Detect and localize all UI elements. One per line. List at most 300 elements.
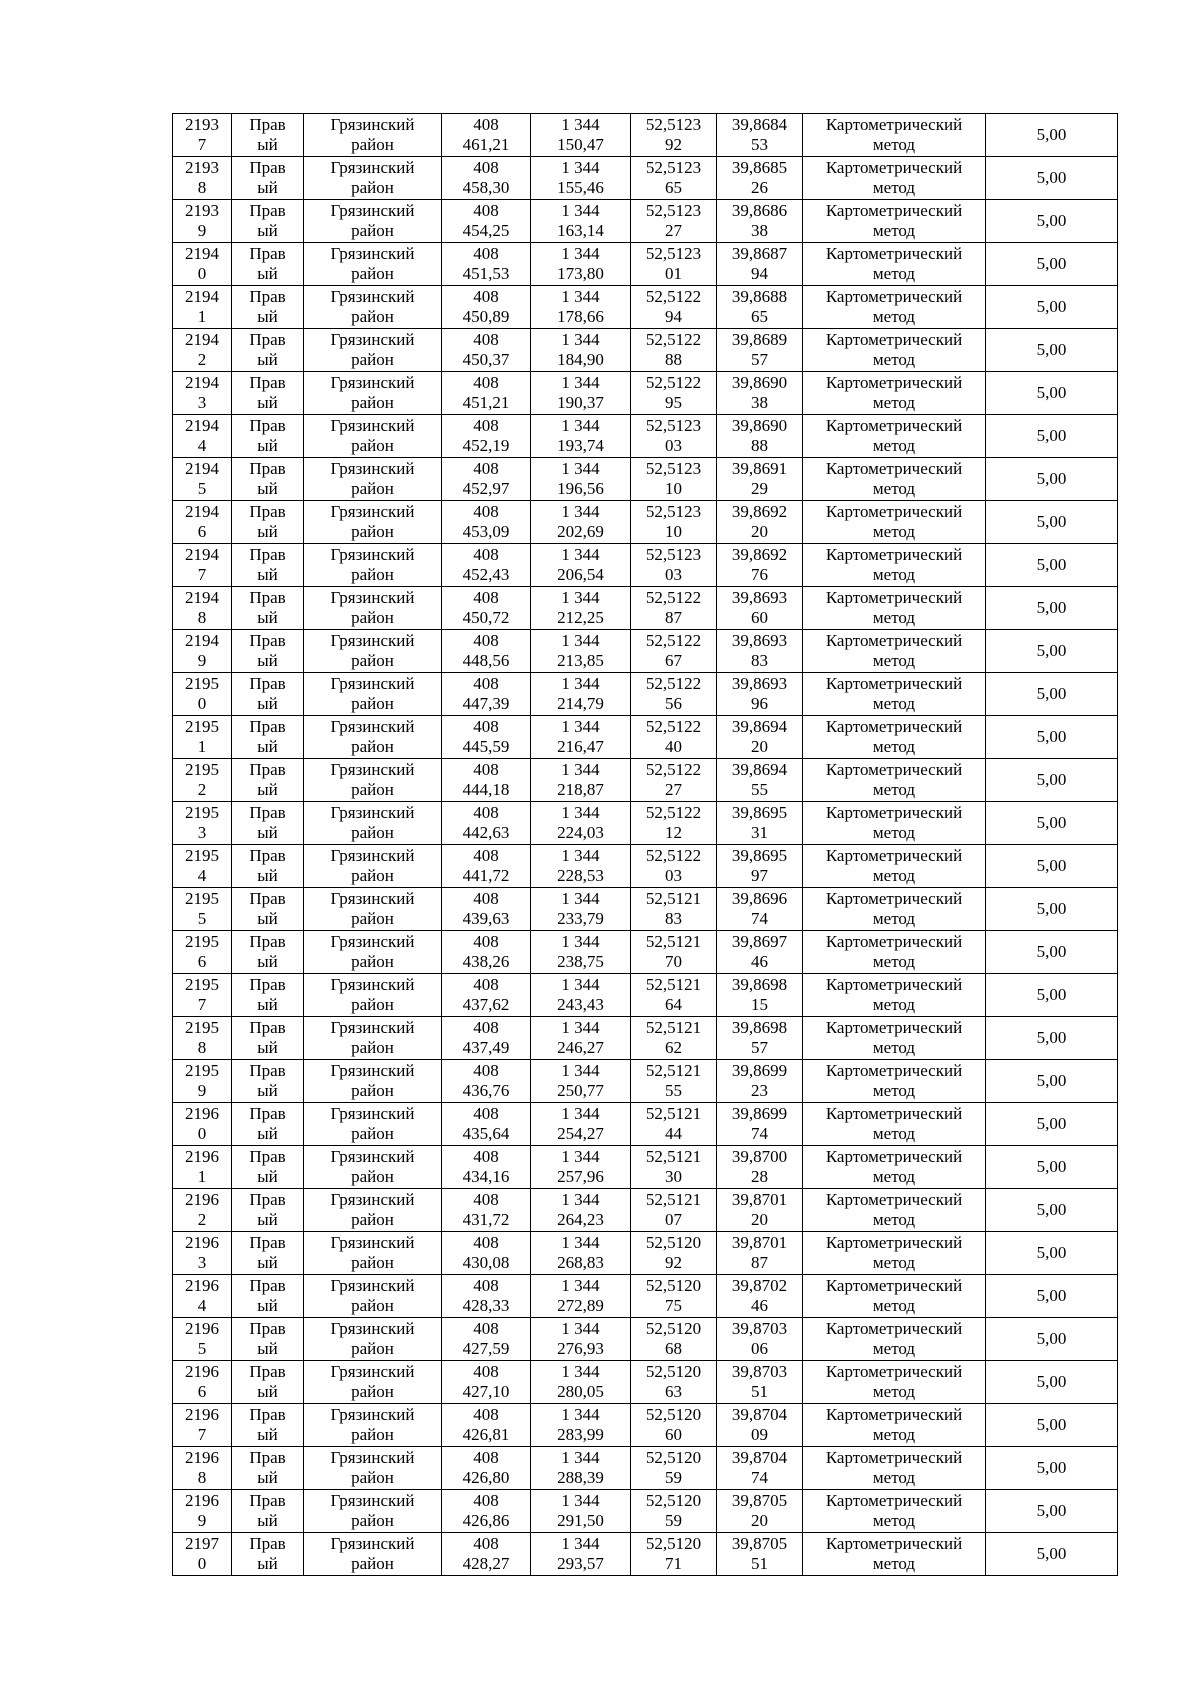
bank-side-cell: [232, 587, 304, 630]
y-coordinate-cell: [531, 888, 631, 931]
x-coordinate-cell: [442, 1017, 531, 1060]
method-cell: [803, 1060, 986, 1103]
longitude-line: 39,8693: [731, 631, 788, 650]
y-coordinate-line: 224,03: [557, 823, 604, 842]
point-number-cell: [173, 1361, 232, 1404]
latitude-line: 52,5122: [645, 588, 702, 607]
x-coordinate-cell: [442, 1189, 531, 1232]
latitude-cell: [631, 673, 717, 716]
latitude-cell: [631, 243, 717, 286]
method-line: метод: [872, 393, 916, 412]
district-line: район: [351, 264, 394, 283]
latitude-line: 52,5120: [645, 1362, 702, 1381]
accuracy-cell: 5,00: [986, 1146, 1118, 1189]
point-number-cell: [173, 1103, 232, 1146]
longitude-line: 06: [751, 1339, 768, 1358]
point-number-cell: [173, 372, 232, 415]
latitude-line: 68: [665, 1339, 682, 1358]
x-coordinate-cell: [442, 1103, 531, 1146]
table-row: [173, 888, 1118, 931]
latitude-cell: [631, 114, 717, 157]
method-line: Картометрический: [825, 459, 963, 478]
latitude-line: 59: [665, 1511, 682, 1530]
longitude-line: 20: [751, 737, 768, 756]
method-cell: [803, 415, 986, 458]
longitude-cell: [717, 157, 803, 200]
district-cell: [304, 1533, 442, 1576]
x-coordinate-cell: [442, 759, 531, 802]
accuracy-cell: 5,00: [986, 1189, 1118, 1232]
longitude-cell: [717, 716, 803, 759]
latitude-cell: [631, 1146, 717, 1189]
latitude-line: 64: [665, 995, 682, 1014]
method-cell: [803, 372, 986, 415]
bank-side-line: Прав: [249, 1018, 286, 1037]
district-line: район: [351, 995, 394, 1014]
y-coordinate-line: 246,27: [557, 1038, 604, 1057]
x-coordinate-cell: [442, 1361, 531, 1404]
method-line: метод: [872, 1038, 916, 1057]
latitude-line: 52,5123: [645, 115, 702, 134]
y-coordinate-cell: [531, 1533, 631, 1576]
bank-side-line: ый: [257, 1167, 278, 1186]
method-line: метод: [872, 995, 916, 1014]
district-cell: [304, 329, 442, 372]
longitude-line: 20: [751, 522, 768, 541]
method-line: Картометрический: [825, 1190, 963, 1209]
longitude-line: 51: [751, 1554, 768, 1573]
latitude-line: 75: [665, 1296, 682, 1315]
point-number-line: 8: [197, 608, 207, 627]
method-line: метод: [872, 479, 916, 498]
district-line: район: [351, 909, 394, 928]
district-cell: [304, 501, 442, 544]
method-cell: [803, 931, 986, 974]
method-line: Картометрический: [825, 158, 963, 177]
y-coordinate-line: 212,25: [557, 608, 604, 627]
longitude-line: 55: [751, 780, 768, 799]
longitude-line: 74: [751, 1468, 768, 1487]
y-coordinate-cell: [531, 1232, 631, 1275]
point-number-line: 2: [197, 1210, 207, 1229]
method-cell: [803, 974, 986, 1017]
district-line: район: [351, 1038, 394, 1057]
bank-side-cell: [232, 458, 304, 501]
bank-side-line: ый: [257, 522, 278, 541]
bank-side-line: ый: [257, 393, 278, 412]
latitude-cell: [631, 974, 717, 1017]
accuracy-cell: 5,00: [986, 1060, 1118, 1103]
longitude-line: 09: [751, 1425, 768, 1444]
x-coordinate-cell: [442, 716, 531, 759]
latitude-line: 95: [665, 393, 682, 412]
latitude-line: 52,5121: [645, 1147, 702, 1166]
y-coordinate-line: 238,75: [557, 952, 604, 971]
bank-side-line: Прав: [249, 803, 286, 822]
method-line: Картометрический: [825, 588, 963, 607]
latitude-cell: [631, 286, 717, 329]
latitude-line: 27: [665, 221, 682, 240]
x-coordinate-cell: [442, 931, 531, 974]
bank-side-line: ый: [257, 264, 278, 283]
bank-side-cell: [232, 716, 304, 759]
y-coordinate-cell: [531, 200, 631, 243]
method-line: Картометрический: [825, 932, 963, 951]
bank-side-cell: [232, 888, 304, 931]
bank-side-cell: [232, 974, 304, 1017]
coordinates-table: [172, 113, 1118, 1576]
method-line: метод: [872, 608, 916, 627]
accuracy-cell: 5,00: [986, 630, 1118, 673]
bank-side-cell: [232, 630, 304, 673]
x-coordinate-cell: [442, 1318, 531, 1361]
longitude-line: 20: [751, 1210, 768, 1229]
table-row: [173, 1275, 1118, 1318]
method-line: Картометрический: [825, 717, 963, 736]
longitude-line: 39,8692: [731, 545, 788, 564]
accuracy-cell: 5,00: [986, 759, 1118, 802]
method-line: Картометрический: [825, 1233, 963, 1252]
longitude-line: 97: [751, 866, 768, 885]
longitude-cell: [717, 1146, 803, 1189]
bank-side-line: ый: [257, 780, 278, 799]
bank-side-cell: [232, 1060, 304, 1103]
y-coordinate-line: 150,47: [557, 135, 604, 154]
district-line: Грязинский: [330, 932, 415, 951]
latitude-line: 40: [665, 737, 682, 756]
y-coordinate-line: 193,74: [557, 436, 604, 455]
district-cell: [304, 931, 442, 974]
longitude-cell: [717, 1490, 803, 1533]
method-line: метод: [872, 522, 916, 541]
district-line: Грязинский: [330, 1362, 415, 1381]
district-line: Грязинский: [330, 201, 415, 220]
bank-side-line: ый: [257, 866, 278, 885]
longitude-cell: [717, 1361, 803, 1404]
y-coordinate-line: 1 344: [561, 1534, 600, 1553]
latitude-cell: [631, 1232, 717, 1275]
longitude-line: 39,8696: [731, 889, 788, 908]
point-number-cell: [173, 845, 232, 888]
longitude-line: 39,8687: [731, 244, 788, 263]
district-cell: [304, 286, 442, 329]
x-coordinate-line: 408: [473, 717, 499, 736]
method-line: Картометрический: [825, 416, 963, 435]
longitude-line: 74: [751, 909, 768, 928]
district-cell: [304, 673, 442, 716]
y-coordinate-line: 1 344: [561, 1018, 600, 1037]
latitude-cell: [631, 1361, 717, 1404]
accuracy-cell: 5,00: [986, 1447, 1118, 1490]
method-cell: [803, 845, 986, 888]
longitude-line: 96: [751, 694, 768, 713]
bank-side-line: ый: [257, 1382, 278, 1401]
district-cell: [304, 544, 442, 587]
point-number-line: 2196: [185, 1147, 219, 1166]
y-coordinate-cell: [531, 673, 631, 716]
method-line: Картометрический: [825, 1534, 963, 1553]
bank-side-line: Прав: [249, 1147, 286, 1166]
latitude-cell: [631, 1103, 717, 1146]
latitude-line: 52,5120: [645, 1319, 702, 1338]
table-row: [173, 1318, 1118, 1361]
accuracy-cell: 5,00: [986, 716, 1118, 759]
point-number-line: 1: [197, 307, 207, 326]
district-cell: [304, 1017, 442, 1060]
point-number-cell: [173, 587, 232, 630]
longitude-line: 39,8684: [731, 115, 788, 134]
point-number-line: 2194: [185, 244, 219, 263]
x-coordinate-line: 408: [473, 1362, 499, 1381]
x-coordinate-line: 427,59: [462, 1339, 510, 1358]
y-coordinate-line: 184,90: [557, 350, 604, 369]
point-number-cell: [173, 243, 232, 286]
table-row: [173, 458, 1118, 501]
latitude-line: 52,5123: [645, 244, 702, 263]
y-coordinate-line: 1 344: [561, 502, 600, 521]
method-cell: [803, 1490, 986, 1533]
district-line: Грязинский: [330, 502, 415, 521]
y-coordinate-line: 1 344: [561, 975, 600, 994]
method-line: Картометрический: [825, 1147, 963, 1166]
bank-side-line: ый: [257, 479, 278, 498]
bank-side-line: Прав: [249, 846, 286, 865]
method-line: Картометрический: [825, 803, 963, 822]
y-coordinate-line: 1 344: [561, 459, 600, 478]
district-cell: [304, 1361, 442, 1404]
latitude-line: 52,5122: [645, 373, 702, 392]
method-line: Картометрический: [825, 1448, 963, 1467]
table-row: [173, 286, 1118, 329]
y-coordinate-line: 233,79: [557, 909, 604, 928]
latitude-cell: [631, 1490, 717, 1533]
method-line: Картометрический: [825, 287, 963, 306]
bank-side-line: ый: [257, 221, 278, 240]
y-coordinate-cell: [531, 501, 631, 544]
x-coordinate-cell: [442, 802, 531, 845]
point-number-line: 4: [197, 1296, 207, 1315]
longitude-line: 39,8705: [731, 1534, 788, 1553]
point-number-line: 0: [197, 1554, 207, 1573]
district-line: Грязинский: [330, 1018, 415, 1037]
accuracy-cell: 5,00: [986, 1232, 1118, 1275]
longitude-line: 39,8690: [731, 373, 788, 392]
y-coordinate-line: 1 344: [561, 1104, 600, 1123]
point-number-cell: [173, 458, 232, 501]
y-coordinate-line: 288,39: [557, 1468, 604, 1487]
bank-side-line: Прав: [249, 330, 286, 349]
bank-side-line: Прав: [249, 1061, 286, 1080]
bank-side-cell: [232, 1103, 304, 1146]
longitude-line: 88: [751, 436, 768, 455]
y-coordinate-cell: [531, 1318, 631, 1361]
point-number-cell: [173, 1189, 232, 1232]
y-coordinate-cell: [531, 157, 631, 200]
y-coordinate-line: 1 344: [561, 1190, 600, 1209]
district-line: Грязинский: [330, 1233, 415, 1252]
district-line: район: [351, 479, 394, 498]
district-cell: [304, 587, 442, 630]
bank-side-line: ый: [257, 1425, 278, 1444]
district-line: район: [351, 393, 394, 412]
latitude-cell: [631, 372, 717, 415]
accuracy-cell: 5,00: [986, 458, 1118, 501]
point-number-cell: [173, 286, 232, 329]
longitude-line: 39,8704: [731, 1448, 788, 1467]
method-line: метод: [872, 1296, 916, 1315]
latitude-line: 03: [665, 436, 682, 455]
x-coordinate-cell: [442, 286, 531, 329]
y-coordinate-cell: [531, 759, 631, 802]
bank-side-cell: [232, 1490, 304, 1533]
district-line: район: [351, 1124, 394, 1143]
district-line: Грязинский: [330, 1276, 415, 1295]
method-line: метод: [872, 1554, 916, 1573]
y-coordinate-cell: [531, 931, 631, 974]
bank-side-line: ый: [257, 350, 278, 369]
district-line: район: [351, 1167, 394, 1186]
accuracy-cell: 5,00: [986, 243, 1118, 286]
point-number-line: 3: [197, 823, 207, 842]
point-number-line: 0: [197, 264, 207, 283]
x-coordinate-cell: [442, 372, 531, 415]
method-cell: [803, 630, 986, 673]
latitude-line: 92: [665, 135, 682, 154]
y-coordinate-line: 1 344: [561, 115, 600, 134]
latitude-cell: [631, 544, 717, 587]
y-coordinate-cell: [531, 1275, 631, 1318]
bank-side-line: Прав: [249, 1319, 286, 1338]
bank-side-line: ый: [257, 1081, 278, 1100]
longitude-cell: [717, 1232, 803, 1275]
y-coordinate-line: 1 344: [561, 287, 600, 306]
latitude-line: 03: [665, 565, 682, 584]
district-line: Грязинский: [330, 1319, 415, 1338]
district-line: район: [351, 1468, 394, 1487]
x-coordinate-cell: [442, 1060, 531, 1103]
bank-side-line: Прав: [249, 244, 286, 263]
x-coordinate-cell: [442, 1447, 531, 1490]
point-number-line: 2194: [185, 502, 219, 521]
point-number-cell: [173, 1404, 232, 1447]
point-number-cell: [173, 1533, 232, 1576]
x-coordinate-cell: [442, 329, 531, 372]
latitude-cell: [631, 630, 717, 673]
district-cell: [304, 716, 442, 759]
bank-side-line: Прав: [249, 502, 286, 521]
longitude-cell: [717, 1533, 803, 1576]
accuracy-cell: 5,00: [986, 329, 1118, 372]
table-row: [173, 501, 1118, 544]
bank-side-line: ый: [257, 1296, 278, 1315]
x-coordinate-line: 408: [473, 846, 499, 865]
x-coordinate-cell: [442, 200, 531, 243]
method-cell: [803, 200, 986, 243]
method-line: Картометрический: [825, 373, 963, 392]
method-line: метод: [872, 1210, 916, 1229]
method-line: Картометрический: [825, 631, 963, 650]
y-coordinate-line: 272,89: [557, 1296, 604, 1315]
bank-side-line: Прав: [249, 674, 286, 693]
longitude-line: 39,8701: [731, 1190, 788, 1209]
latitude-line: 52,5120: [645, 1534, 702, 1553]
latitude-line: 70: [665, 952, 682, 971]
method-cell: [803, 157, 986, 200]
method-line: метод: [872, 1167, 916, 1186]
method-line: Картометрический: [825, 1362, 963, 1381]
table-row: [173, 1447, 1118, 1490]
point-number-line: 2194: [185, 373, 219, 392]
longitude-line: 15: [751, 995, 768, 1014]
longitude-line: 76: [751, 565, 768, 584]
latitude-cell: [631, 458, 717, 501]
latitude-line: 52,5123: [645, 545, 702, 564]
method-line: Картометрический: [825, 760, 963, 779]
point-number-cell: [173, 1275, 232, 1318]
method-line: Картометрический: [825, 1061, 963, 1080]
method-cell: [803, 1318, 986, 1361]
method-line: метод: [872, 221, 916, 240]
x-coordinate-line: 408: [473, 459, 499, 478]
latitude-line: 52,5120: [645, 1233, 702, 1252]
table-row: [173, 759, 1118, 802]
district-cell: [304, 1490, 442, 1533]
point-number-cell: [173, 931, 232, 974]
y-coordinate-line: 1 344: [561, 416, 600, 435]
x-coordinate-line: 450,72: [462, 608, 510, 627]
point-number-line: 2195: [185, 803, 219, 822]
y-coordinate-line: 1 344: [561, 1448, 600, 1467]
longitude-line: 46: [751, 1296, 768, 1315]
method-line: Картометрический: [825, 975, 963, 994]
longitude-line: 31: [751, 823, 768, 842]
longitude-cell: [717, 458, 803, 501]
district-line: Грязинский: [330, 244, 415, 263]
y-coordinate-line: 1 344: [561, 244, 600, 263]
accuracy-cell: 5,00: [986, 1275, 1118, 1318]
x-coordinate-line: 461,21: [462, 135, 510, 154]
point-number-cell: [173, 415, 232, 458]
method-cell: [803, 759, 986, 802]
x-coordinate-line: 408: [473, 287, 499, 306]
point-number-line: 2: [197, 350, 207, 369]
latitude-line: 52,5121: [645, 932, 702, 951]
method-line: метод: [872, 135, 916, 154]
y-coordinate-cell: [531, 802, 631, 845]
method-cell: [803, 1232, 986, 1275]
table-row: [173, 1361, 1118, 1404]
district-line: Грязинский: [330, 631, 415, 650]
bank-side-cell: [232, 1275, 304, 1318]
x-coordinate-line: 448,56: [462, 651, 510, 670]
bank-side-line: ый: [257, 737, 278, 756]
district-line: район: [351, 780, 394, 799]
longitude-line: 38: [751, 221, 768, 240]
method-line: Картометрический: [825, 115, 963, 134]
y-coordinate-line: 250,77: [557, 1081, 604, 1100]
x-coordinate-line: 445,59: [462, 737, 510, 756]
bank-side-cell: [232, 1361, 304, 1404]
longitude-line: 39,8688: [731, 287, 788, 306]
bank-side-line: ый: [257, 1038, 278, 1057]
x-coordinate-line: 408: [473, 1534, 499, 1553]
latitude-line: 52,5122: [645, 846, 702, 865]
table-row: [173, 1189, 1118, 1232]
y-coordinate-line: 1 344: [561, 631, 600, 650]
district-cell: [304, 1189, 442, 1232]
district-cell: [304, 157, 442, 200]
method-line: Картометрический: [825, 545, 963, 564]
